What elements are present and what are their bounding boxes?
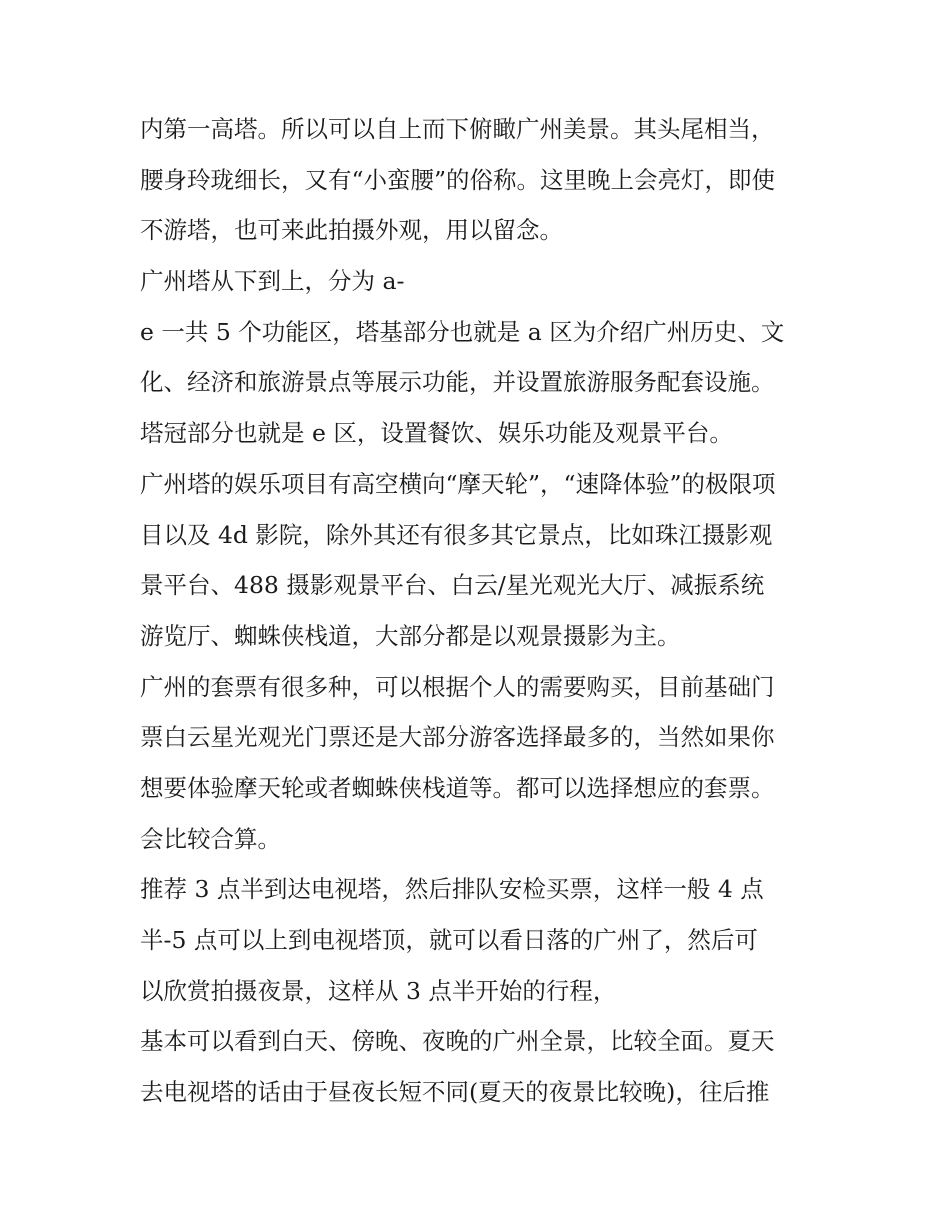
text-line: 景平台、488 摄影观景平台、白云/星光观光大厅、减振系统 (140, 571, 765, 600)
text-line: 内第一高塔。所以可以自上而下俯瞰广州美景。其头尾相当， (140, 115, 775, 143)
text-line: e 一共 5 个功能区，塔基部分也就是 a 区为介绍广州历史、文 (140, 317, 785, 346)
text-line: 广州的套票有很多种，可以根据个人的需要购买，目前基础门 (140, 672, 775, 701)
text-line: 推荐 3 点半到达电视塔，然后排队安检买票，这样一般 4 点 (140, 875, 764, 904)
text-line: 不游塔，也可来此拍摄外观，用以留念。 (140, 216, 563, 245)
text-line: 基本可以看到白天、傍晚、夜晚的广州全景，比较全面。夏天 (140, 1027, 775, 1056)
text-line: 腰身玲珑细长，又有“小蛮腰”的俗称。这里晚上会亮灯，即使 (140, 165, 776, 194)
text-line: 化、经济和旅游景点等展示功能，并设置旅游服务配套设施。 (140, 368, 775, 397)
text-line: 广州塔从下到上，分为 a- (140, 267, 405, 296)
text-line: 票白云星光观光门票还是大部分游客选择最多的，当然如果你 (140, 723, 775, 752)
text-line: 塔冠部分也就是 e 区，设置餐饮、娱乐功能及观景平台。 (140, 419, 733, 448)
text-line: 游览厅、蜘蛛侠栈道，大部分都是以观景摄影为主。 (140, 621, 681, 650)
text-line: 会比较合算。 (140, 824, 281, 853)
text-line: 广州塔的娱乐项目有高空横向“摩天轮”，“速降体验”的极限项 (140, 469, 776, 498)
text-line: 想要体验摩天轮或者蜘蛛侠栈道等。都可以选择想应的套票。 (140, 773, 775, 802)
body-text (140, 104, 830, 1118)
text-line: 去电视塔的话由于昼夜长短不同(夏天的夜景比较晚)，往后推 (140, 1078, 770, 1107)
text-line: 目以及 4d 影院，除外其还有很多其它景点，比如珠江摄影观 (140, 520, 773, 549)
text-line: 半-5 点可以上到电视塔顶，就可以看日落的广州了，然后可 (140, 926, 758, 954)
text-line: 以欣赏拍摄夜景，这样从 3 点半开始的行程， (140, 976, 617, 1005)
